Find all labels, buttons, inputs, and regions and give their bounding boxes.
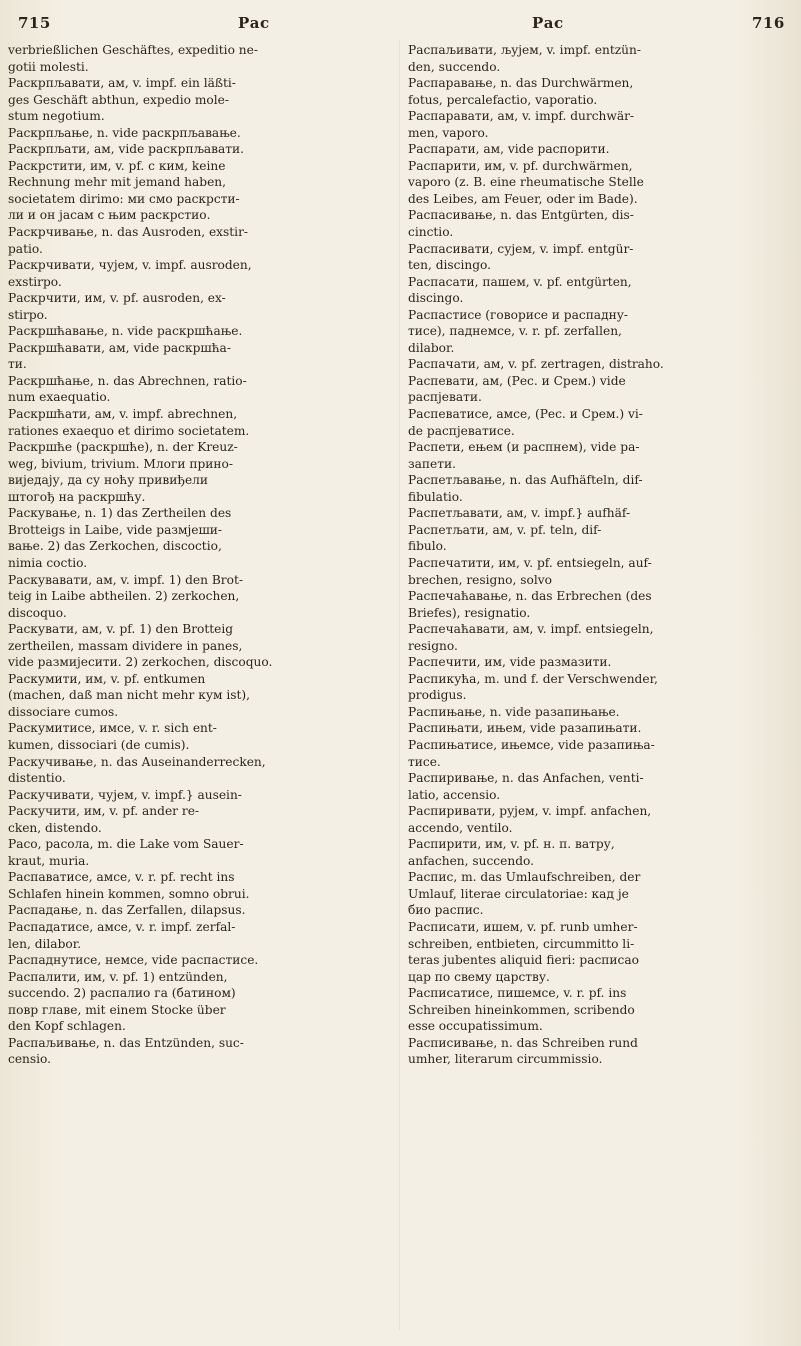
text-line: censio. [8, 1052, 52, 1067]
text-line: Umlauf, literae circulatoriae: кад је [408, 886, 629, 901]
text-line: brechen, resigno, solvo [408, 572, 552, 587]
text-line: schreiben, entbieten, circummitto li- [408, 936, 635, 951]
text-line: Раскрчивати, чујем, v. impf. ausroden, [8, 258, 252, 273]
text-line: Раскувати, ам, v. pf. 1) den Brotteig [8, 622, 234, 637]
text-line: accendo, ventilo. [408, 820, 513, 835]
text-line: resigno. [408, 638, 458, 653]
text-line: ти. [8, 357, 27, 372]
text-line: fibulo. [408, 539, 447, 554]
text-line: Раскувавати, ам, v. impf. 1) den Brot- [8, 572, 243, 587]
text-line: den Kopf schlagen. [8, 1019, 126, 1034]
text-line: Раскршћати, ам, v. impf. abrechnen, [8, 407, 238, 422]
text-line: повр главе, mit einem Stocke über [8, 1002, 226, 1017]
text-line: esse occupatissimum. [408, 1019, 543, 1034]
text-line: Распасивати, сујем, v. impf. entgür- [408, 241, 634, 256]
text-line: rationes exaequo et dirimo societatem. [8, 423, 250, 438]
text-line: виједају, да су ноћу привиђели [8, 473, 209, 488]
text-line: запети. [408, 456, 456, 471]
text-line: Раскршћавати, ам, vide раскршћа- [8, 340, 231, 355]
text-line: kraut, muria. [8, 853, 90, 868]
text-line: succendo. 2) распалио га (батином) [8, 986, 236, 1001]
text-line: Распасивање, n. das Entgürten, dis- [408, 208, 634, 223]
text-line: Распевати, ам, (Рес. и Срем.) vide [408, 373, 626, 388]
text-line: Brotteigs in Laibe, vide размјеши- [8, 522, 223, 537]
text-line: Раскучити, им, v. pf. ander re- [8, 804, 200, 819]
text-line: вање. 2) das Zerkochen, discoctio, [8, 539, 222, 554]
left-page-number: 715 [18, 14, 51, 32]
text-line: Раскрпљавати, ам, v. impf. ein läßti- [8, 76, 236, 91]
text-line: Расо, расола, m. die Lake vom Sauer- [8, 837, 244, 852]
text-line: Раскршћање, n. das Abrechnen, ratio- [8, 373, 247, 388]
text-line: Раскучивање, n. das Auseinanderrecken, [8, 754, 266, 769]
text-line: ли и он јасам с њим раскрстио. [8, 208, 211, 223]
text-line: Распастисе (говорисе и распадну- [408, 307, 628, 322]
text-line: Расписатисе, пишемсе, v. r. pf. ins [408, 986, 627, 1001]
text-line: vide размијесити. 2) zerkochen, discoquo. [8, 655, 273, 670]
column-divider [399, 40, 400, 1330]
text-line: des Leibes, am Feuer, oder im Bade). [408, 191, 638, 206]
text-line: Rechnung mehr mit jemand haben, [8, 175, 227, 190]
text-line: Раскување, n. 1) das Zertheilen des [8, 506, 232, 521]
text-line: anfachen, succendo. [408, 853, 534, 868]
text-line: Расписати, ишем, v. pf. runb umher- [408, 919, 638, 934]
text-line: len, dilabor. [8, 936, 82, 951]
text-line: den, succendo. [408, 59, 501, 74]
text-line: Распис, m. das Umlaufschreiben, der [408, 870, 641, 885]
text-line: stum negotium. [8, 109, 105, 124]
text-line: Schreiben hineinkommen, scribendo [408, 1002, 635, 1017]
text-line: Распаватисе, амсе, v. r. pf. recht ins [8, 870, 235, 885]
text-line: ten, discingo. [408, 258, 492, 273]
text-line: weg, bivium, trivium. Млоги прино- [8, 456, 233, 471]
text-line: zertheilen, massam dividere in panes, [8, 638, 243, 653]
text-line: kumen, dissociari (de cumis). [8, 737, 190, 752]
text-line: discoquo. [8, 605, 67, 620]
text-line: vaporo (z. B. eine rheumatische Stelle [408, 175, 644, 190]
text-line: Распечаћавање, n. das Erbrechen (des [408, 589, 652, 604]
text-line: Распињати, ињем, vide разапињати. [408, 721, 642, 736]
left-column [8, 42, 393, 1332]
text-line: Раскучивати, чујем, v. impf.} ausein- [8, 787, 242, 802]
text-line: (machen, daß man nicht mehr кум ist), [8, 688, 251, 703]
text-line: Распикућа, m. und f. der Verschwender, [408, 671, 658, 686]
text-line: cken, distendo. [8, 820, 102, 835]
text-line: Раскрчити, им, v. pf. ausroden, ex- [8, 291, 226, 306]
text-line: nimia coctio. [8, 555, 88, 570]
right-page-number: 716 [752, 14, 785, 32]
right-running-head: Рас [532, 14, 564, 32]
text-line: gotii molesti. [8, 59, 89, 74]
text-line: discingo. [408, 291, 464, 306]
text-line: latio, accensio. [408, 787, 501, 802]
page-header [0, 14, 801, 44]
text-line: men, vaporo. [408, 125, 489, 140]
text-line: distentio. [8, 771, 66, 786]
text-line: cinctio. [408, 225, 454, 240]
text-line: Распаљивати, љујем, v. impf. entzün- [408, 43, 641, 57]
text-line: Раскрпљање, n. vide раскрпљавање. [8, 125, 241, 140]
text-line: Распечити, им, vide размазити. [408, 655, 612, 670]
text-line: Schlafen hinein kommen, somno obrui. [8, 886, 250, 901]
right-column [408, 42, 793, 1332]
text-line: fibulatio. [408, 489, 463, 504]
text-line: prodigus. [408, 688, 467, 703]
text-line: teig in Laibe abtheilen. 2) zerkochen, [8, 589, 240, 604]
text-line: Раскрчивање, n. das Ausroden, exstir- [8, 225, 249, 240]
text-line: dilabor. [408, 340, 455, 355]
text-line: распјевати. [408, 390, 482, 405]
text-line: Распечатити, им, v. pf. entsiegeln, auf- [408, 555, 652, 570]
text-line: Распињатисе, ињемсе, vide разапиња- [408, 737, 655, 752]
text-line: тисе), паднемсе, v. r. pf. zerfallen, [408, 324, 622, 339]
text-line: био распис. [408, 903, 484, 918]
text-line: Раскршће (раскршће), n. der Kreuz- [8, 440, 238, 455]
text-line: Распетљавати, ам, v. impf.} aufhäf- [408, 506, 631, 521]
text-line: Раскумити, им, v. pf. entkumen [8, 671, 206, 686]
text-line: Распеватисе, амсе, (Рес. и Срем.) vi- [408, 407, 643, 422]
text-line: Распадање, n. das Zerfallen, dilapsus. [8, 903, 246, 918]
text-line: fotus, percalefactio, vaporatio. [408, 92, 598, 107]
text-line: Распаравати, ам, v. impf. durchwär- [408, 109, 635, 124]
text-line: de распјеватисе. [408, 423, 515, 438]
text-line: teras jubentes aliquid fieri: расписао [408, 953, 639, 968]
text-line: Распиривање, n. das Anfachen, venti- [408, 771, 644, 786]
text-line: Распалити, им, v. pf. 1) entzünden, [8, 969, 228, 984]
text-line: patio. [8, 241, 43, 256]
text-line: umher, literarum circummissio. [408, 1052, 603, 1067]
text-line: Распетљавање, n. das Aufhäfteln, dif- [408, 473, 643, 488]
text-line: Распети, ењем (и распнем), vide ра- [408, 440, 640, 455]
text-line: societatem dirimo: ми смо раскрсти- [8, 191, 240, 206]
text-line: stirpo. [8, 307, 48, 322]
text-line: Распачати, ам, v. pf. zertragen, distraho. [408, 357, 664, 372]
text-line: Распарати, ам, vide распорити. [408, 142, 610, 157]
text-line: Раскрстити, им, v. pf. с ким, keine [8, 158, 226, 173]
text-line: тисе. [408, 754, 441, 769]
text-line: Briefes), resignatio. [408, 605, 531, 620]
text-line: Распињање, n. vide разапињање. [408, 704, 620, 719]
text-line: штогођ на раскршћу. [8, 489, 146, 504]
text-line: dissociare cumos. [8, 704, 119, 719]
text-line: цар по свему царству. [408, 969, 550, 984]
text-line: num exaequatio. [8, 390, 111, 405]
text-line: Распадатисе, амсе, v. r. impf. zerfal- [8, 919, 236, 934]
text-line: Распарити, им, v. pf. durchwärmen, [408, 158, 633, 173]
text-line: Распаднутисе, немсе, vide распастисе. [8, 953, 259, 968]
left-running-head: Рас [238, 14, 270, 32]
text-line: Распасати, пашем, v. pf. entgürten, [408, 274, 632, 289]
text-line: Распечаћавати, ам, v. impf. entsiegeln, [408, 622, 654, 637]
text-line: Распаљивање, n. das Entzünden, suc- [8, 1035, 244, 1050]
text-line: Раскумитисе, имсе, v. r. sich ent- [8, 721, 217, 736]
text-line: Распиривати, рујем, v. impf. anfachen, [408, 804, 652, 819]
text-line: exstirpo. [8, 274, 62, 289]
text-line: Раскршћавање, n. vide раскршћање. [8, 324, 243, 339]
text-line: ges Geschäft abthun, expedio mole- [8, 92, 229, 107]
text-line: Раскрпљати, ам, vide раскрпљавати. [8, 142, 245, 157]
text-line: Распаравање, n. das Durchwärmen, [408, 76, 634, 91]
text-line: Распетљати, ам, v. pf. teln, dif- [408, 522, 602, 537]
text-line: verbrießlichen Geschäftes, expeditio ne- [8, 43, 258, 57]
text-line: Расписивање, n. das Schreiben rund [408, 1035, 638, 1050]
text-line: Распирити, им, v. pf. н. п. ватру, [408, 837, 615, 852]
